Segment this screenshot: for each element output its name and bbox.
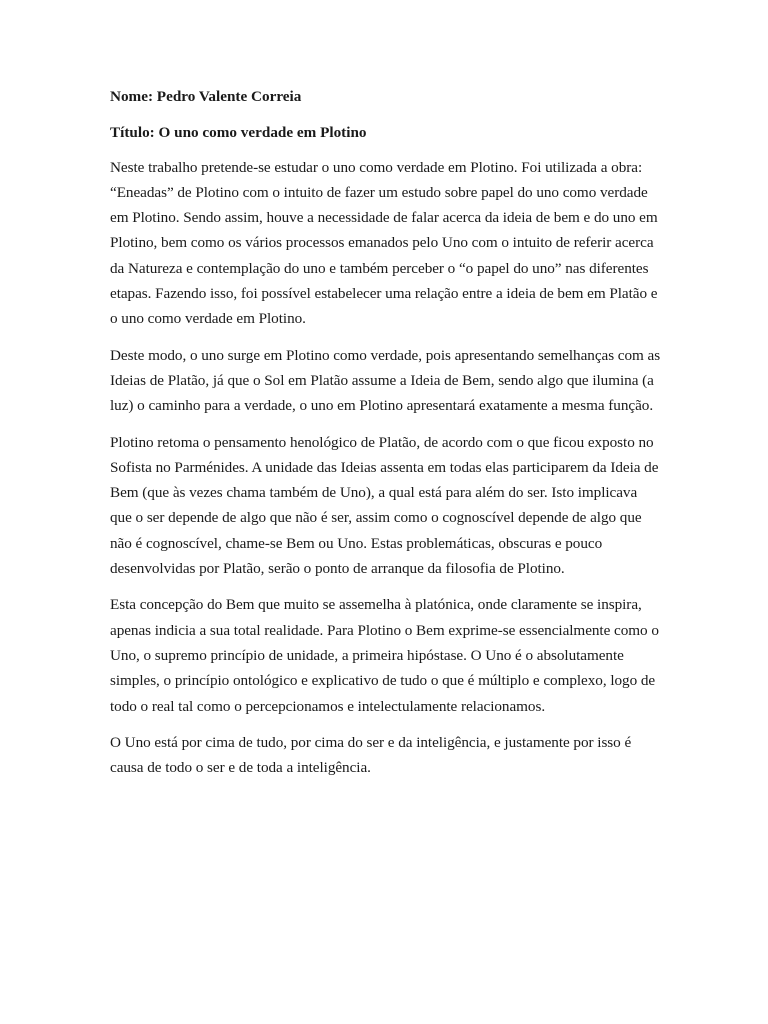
- paragraph-4: Esta concepção do Bem que muito se assemelha à platónica, onde claramente se inspira, apenas indicia a sua total realidade. Para Plotino o Bem exprime-se essencialmente como o Uno, o supremo princípio de unidade, a primeira hipóstase. O Uno é o absolutamente simples, o princípio ontológico e explicativo de tudo o que é múltiplo e complexo, logo de todo o real tal como o percepcionamos e intelectulamente relacionamos.: [110, 596, 659, 715]
- paragraph-2: Deste modo, o uno surge em Plotino como verdade, pois apresentando semelhanças com as Ideias de Platão, já que o Sol em Platão assume a Ideia de Bem, sendo algo que ilumina (a luz) o caminho para a verdade, o uno em Plotino apresentará exatamente a mesma função.: [110, 346, 661, 415]
- paragraph-5: O Uno está por cima de tudo, por cima do ser e da inteligência, e justamente por isso é causa de todo o ser e de toda a inteligência.: [110, 733, 632, 777]
- author-line: Nome: Pedro Valente Correia: [110, 88, 302, 105]
- title-line: Título: O uno como verdade em Plotino: [110, 124, 367, 142]
- paragraph-3: Plotino retoma o pensamento henológico de Platão, de acordo com o que ficou exposto no Sofista no Parménides. A unidade das Ideias assenta em todas elas participarem da Ideia de Bem (que às vezes chama também de Uno), a qual está para além do ser. Isto implicava que o ser depende de algo que não é ser, assim como o cognoscível depende de algo que não é cognoscível, chame-se Bem ou Uno. Estas problemáticas, obscuras e pouco desenvolvidas por Platão, serão o ponto de arranque da filosofia de Plotino.: [110, 433, 659, 578]
- paragraph-1: Neste trabalho pretende-se estudar o uno como verdade em Plotino. Foi utilizada a obra: “Eneadas” de Plotino com o intuito de fazer um estudo sobre papel do uno como verdade em Plotino. Sendo assim, houve a necessidade de falar acerca da ideia de bem e do uno em Plotino, bem como os vários processos emanados pelo Uno com o intuito de referir acerca da Natureza e contemplação do uno e também perceber o “o papel do uno” nas diferentes etapas. Fazendo isso, foi possível estabelecer uma relação entre a ideia de bem em Platão e o uno como verdade em Plotino.: [110, 158, 658, 328]
- document-body: [110, 84, 662, 791]
